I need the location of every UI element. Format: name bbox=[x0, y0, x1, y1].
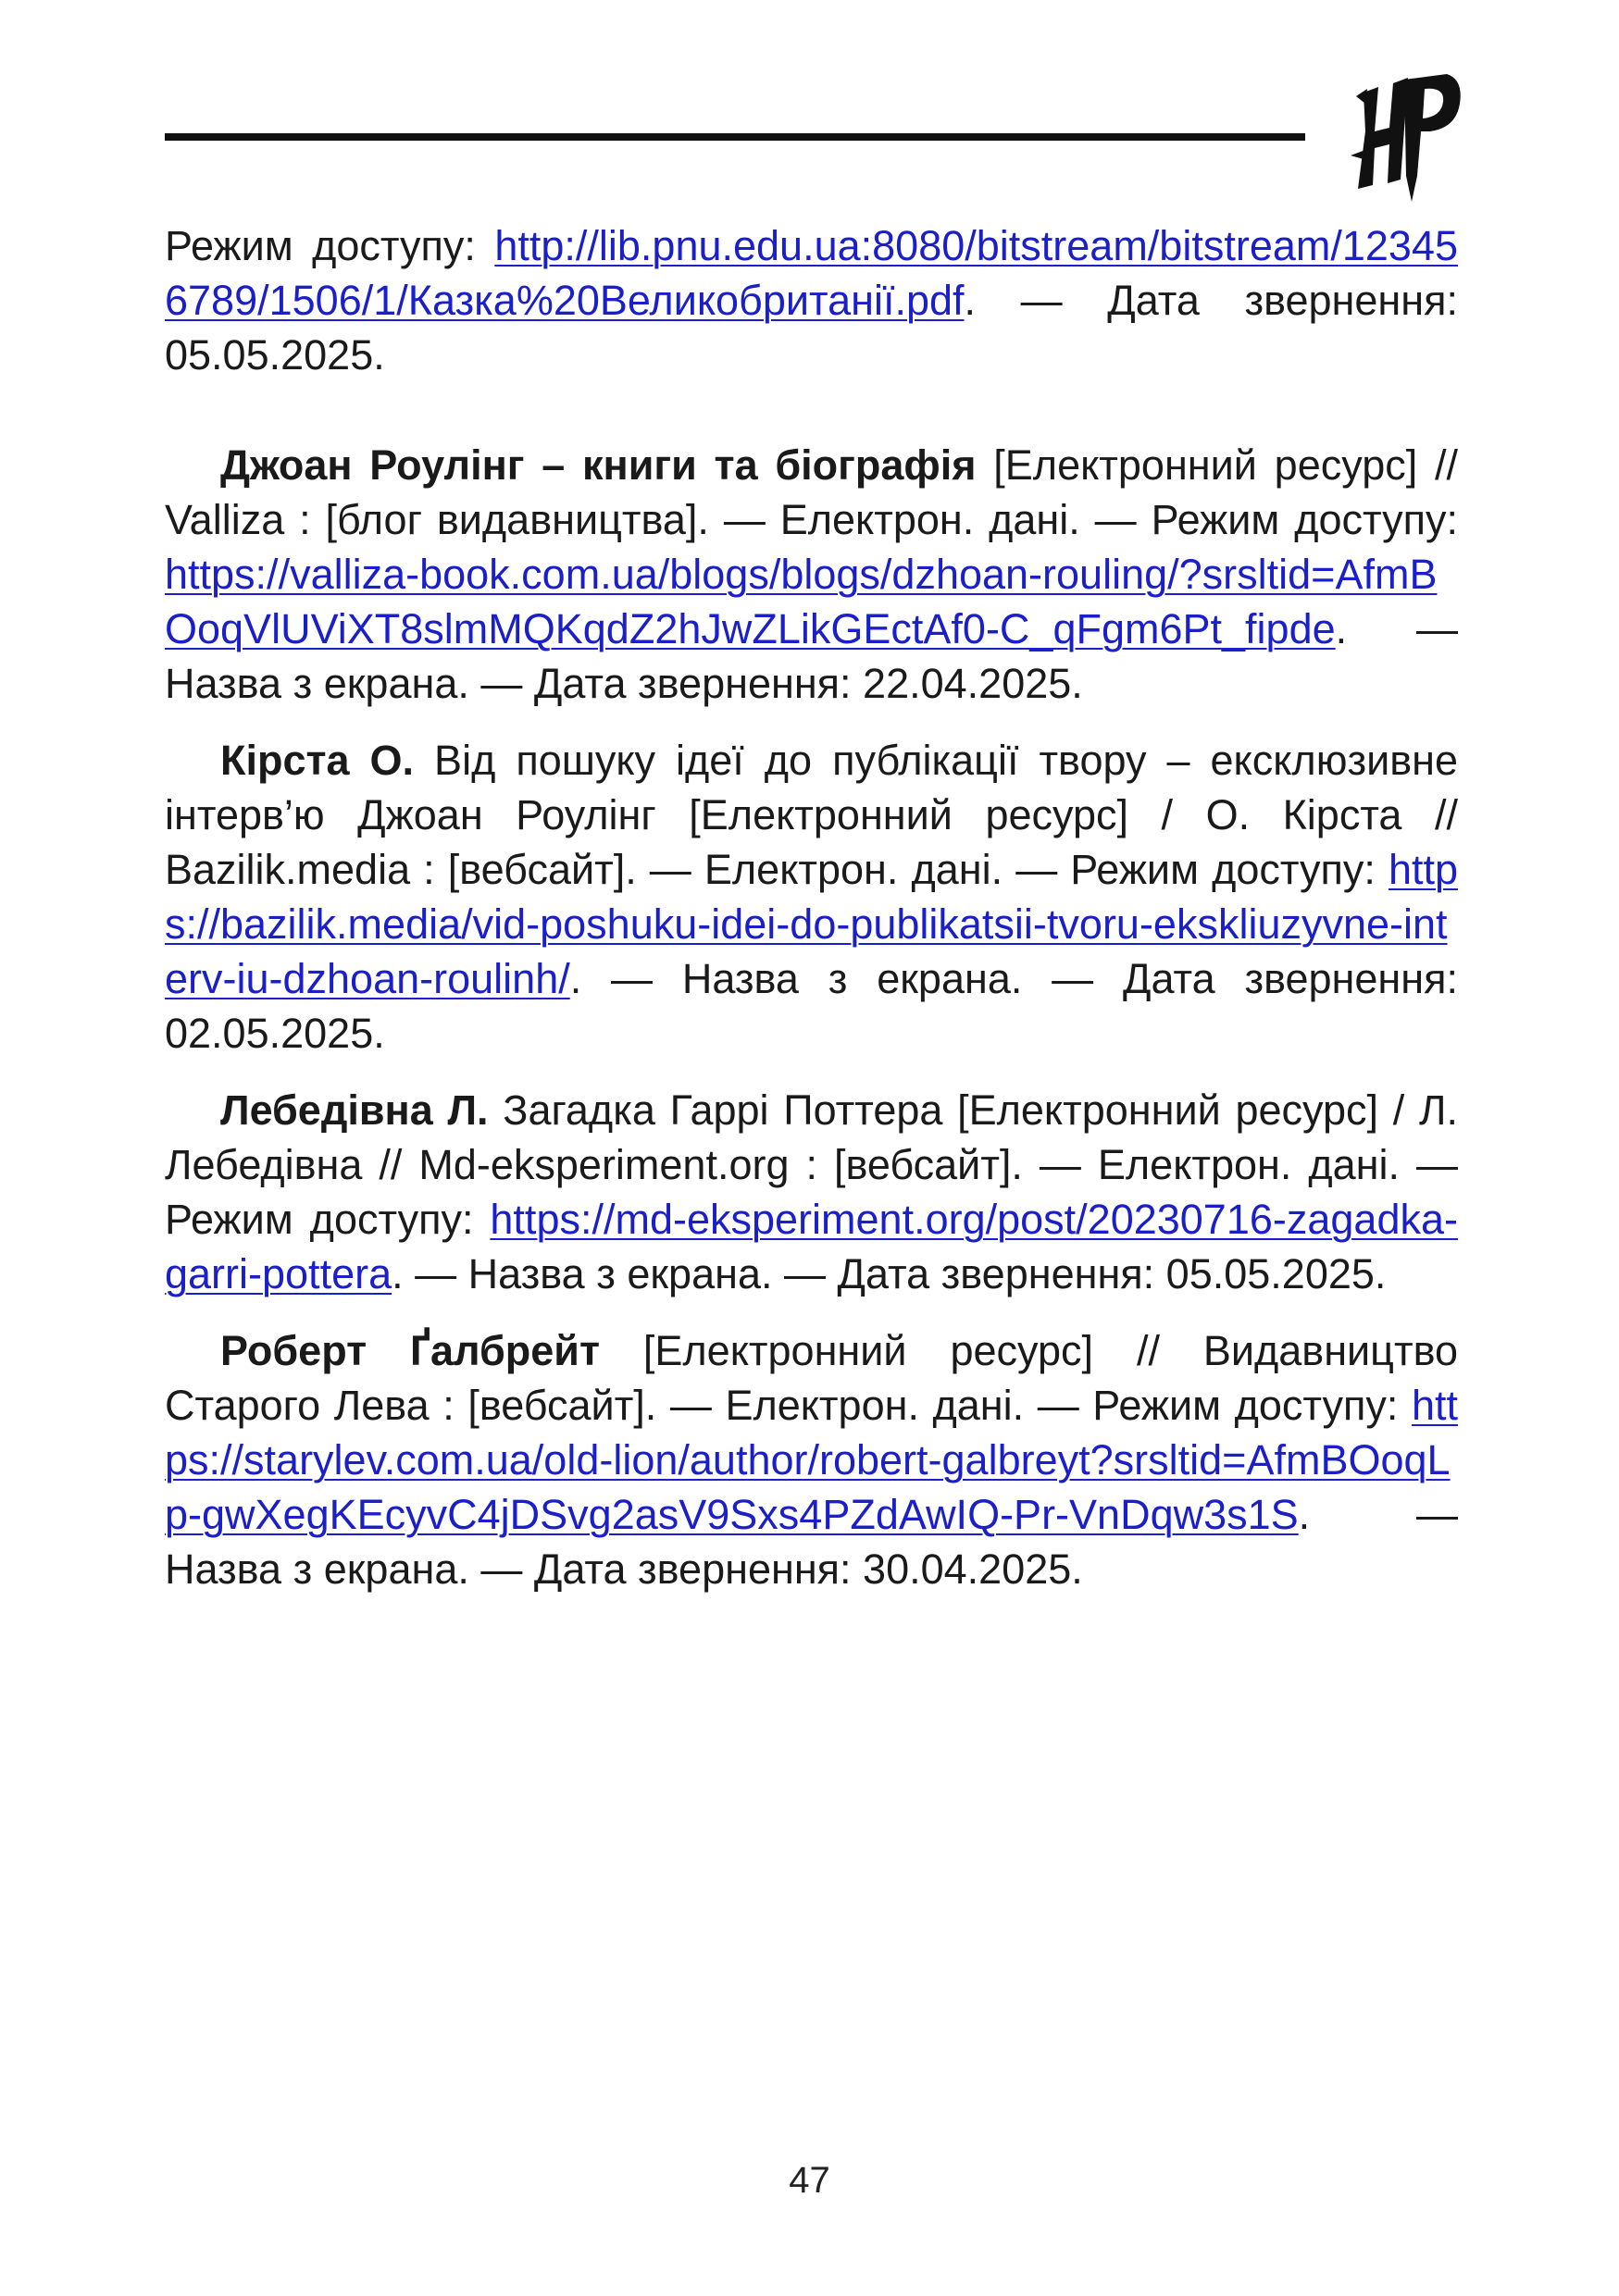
entry-author: Роберт Ґалбрейт bbox=[220, 1327, 600, 1374]
entry-author: Лебедівна Л. bbox=[220, 1086, 489, 1134]
bibliography-entry bbox=[165, 1323, 1458, 1596]
bibliography-entry bbox=[165, 733, 1458, 1061]
entry-text: [Електронний ресурс] // Valliza : [блог видавництва]. — Електрон. дані. — Режим доступу: bbox=[165, 441, 1458, 543]
bibliography-list bbox=[165, 218, 1458, 1596]
entry-text: Від пошуку ідеї до публікації твору – ексклюзивне інтерв’ю Джоан Роулінг [Електронний ресурс] / О. Кірста // Bazilik.media : [вебсайт]. — Електрон. дані. — Режим доступу: bbox=[165, 737, 1458, 893]
entry-suffix: . — Назва з екрана. — Дата звернення: 22.04.2025. bbox=[165, 605, 1458, 707]
bibliography-entry bbox=[165, 438, 1458, 711]
entry-text: Режим доступу: bbox=[165, 222, 495, 269]
entry-link[interactable]: https://bazilik.media/vid-poshuku-idei-do-publikatsii-tvoru-ekskliuzyvne-interv-iu-dzhoan-roulinh/ bbox=[165, 846, 1458, 1002]
page-number: 47 bbox=[789, 2160, 830, 2201]
entry-link[interactable]: http://lib.pnu.edu.ua:8080/bitstream/bitstream/123456789/1506/1/Казка%20Великобританії.pdf bbox=[165, 222, 1458, 324]
bibliography-entry bbox=[165, 218, 1458, 382]
entry-text: [Електронний ресурс] // Видавництво Старого Лева : [вебсайт]. — Електрон. дані. — Режим доступу: bbox=[165, 1327, 1458, 1429]
entry-link[interactable]: https://starylev.com.ua/old-lion/author/robert-galbreyt?srsltid=AfmBOoqLp-gwXegKEcyvC4jDSvg2asV9Sxs4PZdAwIQ-Pr-VnDqw3s1S bbox=[165, 1382, 1458, 1538]
header-rule bbox=[165, 133, 1305, 141]
entry-suffix: . — Назва з екрана. — Дата звернення: 30.04.2025. bbox=[165, 1491, 1458, 1593]
entry-link[interactable]: https://md-eksperiment.org/post/20230716-zagadka-garri-pottera bbox=[165, 1196, 1458, 1297]
entry-suffix: . — Назва з екрана. — Дата звернення: 05.05.2025. bbox=[392, 1250, 1387, 1297]
entry-suffix: . — Дата звернення: 05.05.2025. bbox=[165, 277, 1458, 379]
entry-text: Загадка Гаррі Поттера [Електронний ресурс] / Л. Лебедівна // Md-eksperiment.org : [вебсайт]. — Електрон. дані. — Режим доступу: bbox=[165, 1086, 1458, 1243]
entry-author: Джоан Роулінг – книги та біографія bbox=[220, 441, 977, 489]
entry-author: Кірста О. bbox=[220, 737, 415, 784]
entry-link[interactable]: https://valliza-book.com.ua/blogs/blogs/dzhoan-rouling/?srsltid=AfmBOoqVlUViXT8slmMQKqdZ2hJwZLikGEctAf0-C_qFgm6Pt_fipde bbox=[165, 551, 1438, 652]
harry-potter-logo-icon bbox=[1347, 67, 1467, 205]
bibliography-entry bbox=[165, 1083, 1458, 1301]
entry-suffix: . — Назва з екрана. — Дата звернення: 02.05.2025. bbox=[165, 955, 1458, 1057]
